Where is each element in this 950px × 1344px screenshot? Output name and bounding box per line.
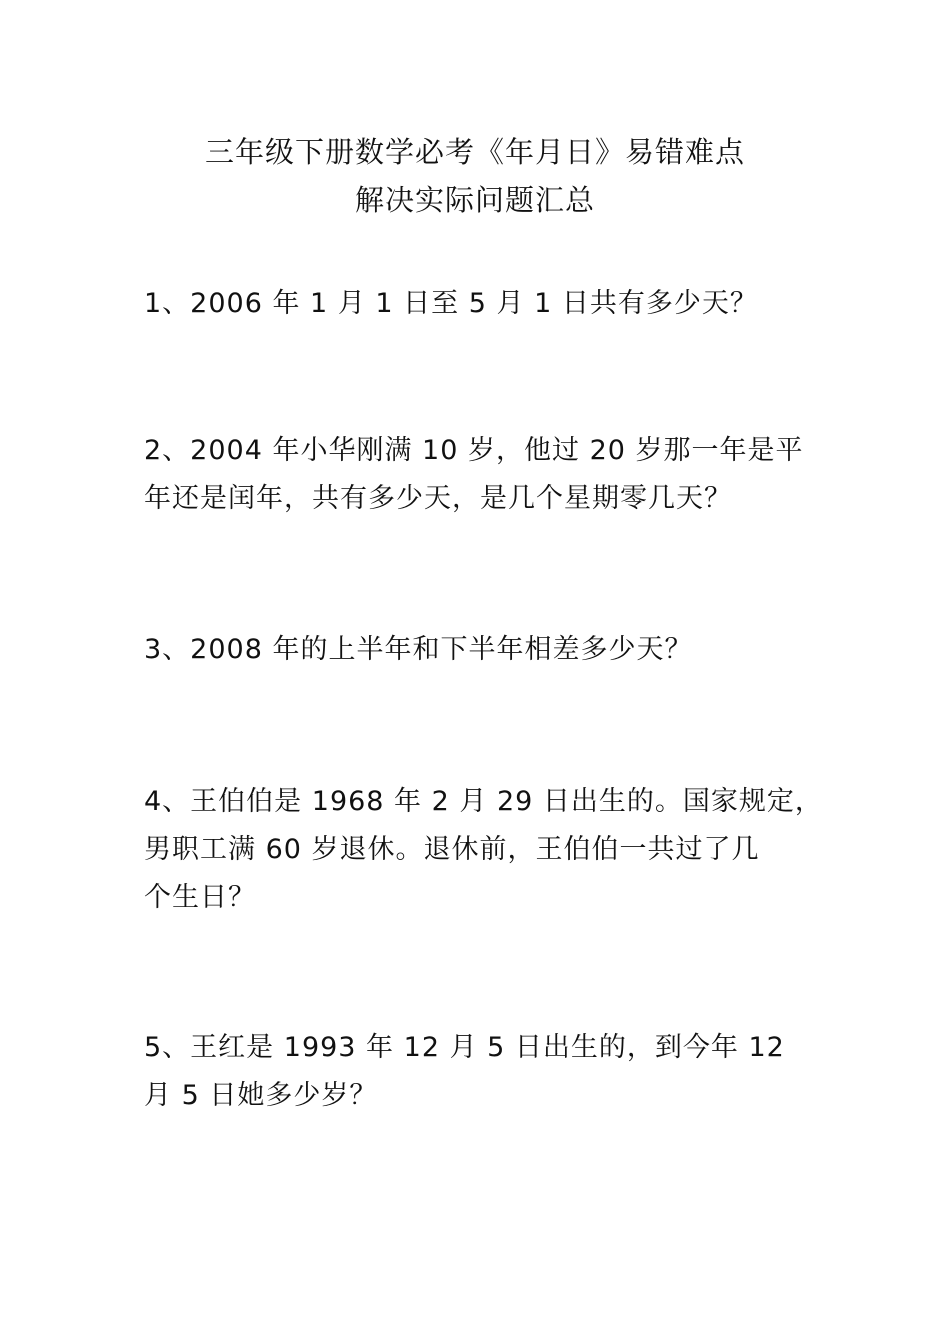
question-5-line-1: 5、王红是 1993 年 12 月 5 日出生的，到今年 12 bbox=[144, 1032, 785, 1063]
question-3-line-1: 3、2008 年的上半年和下半年相差多少天？ bbox=[144, 634, 693, 665]
question-4-line-1: 4、王伯伯是 1968 年 2 月 29 日出生的。国家规定， bbox=[144, 786, 823, 817]
document-title-line-1: 三年级下册数学必考《年月日》易错难点 bbox=[204, 135, 745, 169]
question-4-line-3: 个生日？ bbox=[144, 882, 256, 913]
question-3 bbox=[144, 626, 834, 674]
question-5 bbox=[144, 1024, 834, 1120]
question-5-line-2: 月 5 日她多少岁？ bbox=[144, 1080, 378, 1111]
question-2-line-2: 年还是闰年，共有多少天，是几个星期零几天？ bbox=[144, 483, 732, 514]
question-2 bbox=[144, 427, 834, 523]
question-2-line-1: 2、2004 年小华刚满 10 岁，他过 20 岁那一年是平 bbox=[144, 435, 804, 466]
question-4 bbox=[144, 778, 834, 922]
document-title-line-2: 解决实际问题汇总 bbox=[354, 183, 595, 217]
question-4-line-2: 男职工满 60 岁退休。退休前，王伯伯一共过了几 bbox=[144, 834, 760, 865]
question-1 bbox=[144, 280, 834, 328]
question-1-line-1: 1、2006 年 1 月 1 日至 5 月 1 日共有多少天？ bbox=[144, 288, 758, 319]
